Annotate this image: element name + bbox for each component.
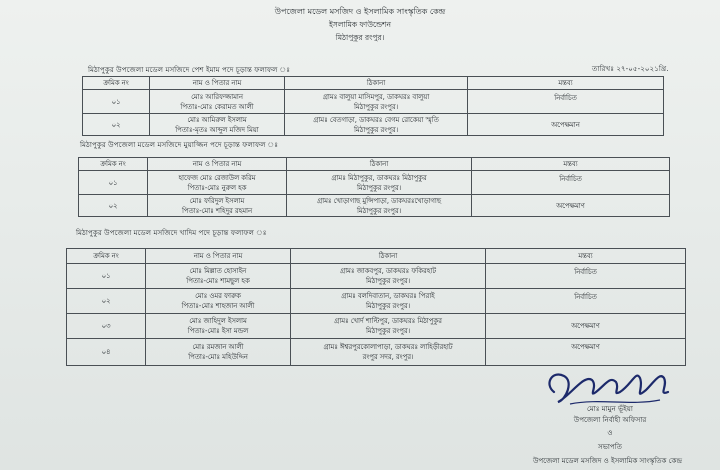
remark-cell: অপেক্ষমাণ [472, 195, 670, 217]
person-name: মোঃ আমিরুল ইসলাম [187, 115, 247, 124]
person-name: মোঃ জাহিদুল ইসলাম [189, 317, 247, 325]
address-line: গ্রামঃ বলদিবাতান, ডাকঘরঃ পিরাই [341, 292, 435, 300]
table-header-row [79, 158, 670, 171]
address-line: মিঠাপুকুর রংপুর। [356, 206, 402, 215]
father-name: পিতাঃ-মোঃ কেরামত আলী [180, 102, 254, 111]
address-line: মিঠাপুকুর রংপুর। [353, 102, 399, 111]
address-line: গ্রামঃ বালুয়া মাসিমপুর, ডাকঘরঃ বালুয়া [322, 92, 430, 101]
person-name: হাফেজ মোঃ রেজাউল করিম [178, 173, 256, 182]
address-cell [291, 264, 486, 289]
person-name: মোঃ ফরিদুল ইসলাম [189, 196, 245, 205]
serial-cell: ০৪ [67, 339, 146, 366]
person-name: মোঃ মিল্লাত হোসাইন [189, 267, 247, 275]
officer-designation: উপজেলা নির্বাহী অফিসার [573, 416, 647, 424]
name-cell [148, 171, 287, 195]
table-khadim [66, 248, 686, 366]
father-name: পিতাঃ-মৃতঃ আব্দুল মজিদ মিয়া [175, 125, 259, 134]
address-line: গ্রামঃ ঈশ্বরপুরকোলাপাড়া, ডাকঘরঃ লাহিড়ীরহাট [323, 343, 453, 351]
location-line: মিঠাপুকুর রংপুর। [335, 33, 385, 42]
header-serial: ক্রমিক নং [67, 249, 146, 264]
address-line: গ্রামঃ বেতগাড়া, ডাকঘরঃ বেগম রোকেয়া স্মৃতি [313, 115, 439, 124]
address-cell [291, 289, 486, 314]
table-imam [82, 76, 664, 136]
name-cell [146, 314, 291, 339]
org-title: উপজেলা মডেল মসজিদ ও ইসলামিক সাংস্কৃতিক কেন্দ্র [274, 7, 446, 16]
remark-cell: অপেক্ষমাণ [486, 339, 686, 366]
father-name: পিতাঃ-মোঃ নুরুল হক [187, 183, 247, 192]
name-cell [146, 289, 291, 314]
remark-cell: অপেক্ষমান [468, 114, 664, 136]
address-line: গ্রামঃ খোড়াগাছ মুন্সিপাড়া, ডাকঘরঃখোড়াগাছ [317, 196, 441, 205]
serial-cell: ০১ [67, 264, 146, 289]
president-label: সভাপতি [598, 443, 622, 451]
name-cell [150, 90, 285, 114]
address-cell [285, 114, 468, 136]
address-line: মিঠাপুকুর রংপুর। [356, 183, 402, 192]
serial-cell: ০১ [83, 90, 150, 114]
header-address: ঠিকানা [291, 249, 486, 264]
officer-name: মোঃ মামুন ভূঁইয়া [587, 405, 633, 413]
name-cell [150, 114, 285, 136]
address-line: গ্রামঃ জাকবপুর, ডাকঘরঃ ফকিরহাট [340, 267, 436, 275]
table-header-row [83, 77, 664, 90]
remark-cell: নির্বাচিত [468, 90, 664, 114]
section-title-khadim: মিঠাপুকুর উপজেলা মডেল মসজিদে খাদিম পদে চূড়ান্ত ফলাফল ঃ [76, 228, 267, 237]
foundation-name: ইসলামিক ফাউন্ডেশন [329, 20, 391, 29]
table-row [67, 314, 686, 339]
address-cell [287, 171, 472, 195]
father-name: পিতাঃ-মোঃ শামছুল হক [186, 277, 250, 285]
person-name: মোঃ আরিফজ্জামান [191, 92, 243, 101]
serial-cell: ০২ [79, 195, 148, 217]
header-address: ঠিকানা [285, 77, 468, 90]
serial-cell: ০১ [79, 171, 148, 195]
section-title-muazzin: মিঠাপুকুর উপজেলা মডেল মসজিদে মুয়াজ্জিন পদে চূড়ান্ত ফলাফল ঃ [80, 140, 279, 149]
father-name: পিতাঃ-মোঃ মহিউদ্দিন [188, 353, 248, 361]
address-line: মিঠাপুকুর রংপুর। [353, 125, 399, 134]
serial-cell: ০২ [67, 289, 146, 314]
address-line: রংপুর সদর, রংপুর। [362, 353, 414, 361]
address-line: গ্রামঃ খোর্দ শাল্টিপুর, ডাকঘরঃ মিঠাপুকুর [334, 317, 442, 325]
header-remark: মন্তব্য [486, 249, 686, 264]
conjunction: ও [607, 429, 613, 437]
remark-cell: নির্বাচিত [472, 171, 670, 195]
address-line: মিঠাপুকুর রংপুর। [365, 302, 411, 310]
header-name: নাম ও পিতার নাম [146, 249, 291, 264]
father-name: পিতাঃ-মোঃ শহিদুর রহমান [181, 206, 253, 215]
person-name: মোঃ রমজান আলী [192, 343, 244, 351]
address-line: মিঠাপুকুর রংপুর। [365, 277, 411, 285]
address-line: গ্রামঃ মিঠাপুকুর, ডাকঘরঃ মিঠাপুকুর [331, 173, 427, 182]
address-cell [291, 339, 486, 366]
remark-cell: নির্বাচিত [486, 289, 686, 314]
header-name: নাম ও পিতার নাম [148, 158, 287, 171]
name-cell [148, 195, 287, 217]
header-remark: মন্তব্য [472, 158, 670, 171]
table-muazzin [78, 157, 670, 217]
table-row [83, 90, 664, 114]
header-address: ঠিকানা [287, 158, 472, 171]
serial-cell: ০২ [83, 114, 150, 136]
table-row [79, 195, 670, 217]
address-cell [287, 195, 472, 217]
date-label: তারিখঃ ২৭-০৫-২০২১খ্রি. [592, 64, 669, 73]
father-name: পিতাঃ-মোঃ শাহজান আলী [181, 302, 255, 310]
remark-cell: নির্বাচিত [486, 264, 686, 289]
name-cell [146, 264, 291, 289]
address-cell [285, 90, 468, 114]
table-row [67, 289, 686, 314]
organization-name: উপজেলা মডেল মসজিদ ও ইসলামিক সাংস্কৃতিক কেন্দ্র [532, 457, 683, 465]
header-remark: মন্তব্য [468, 77, 664, 90]
header-serial: ক্রমিক নং [79, 158, 148, 171]
table-row [67, 264, 686, 289]
remark-cell: অপেক্ষমাণ [486, 314, 686, 339]
address-cell [291, 314, 486, 339]
table-header-row [67, 249, 686, 264]
address-line: মিঠাপুকুর রংপুর। [365, 327, 411, 335]
name-cell [146, 339, 291, 366]
person-name: মোঃ ওমর ফারুক [195, 292, 241, 300]
header-serial: ক্রমিক নং [83, 77, 150, 90]
table-row [83, 114, 664, 136]
serial-cell: ০৩ [67, 314, 146, 339]
header-name: নাম ও পিতার নাম [150, 77, 285, 90]
father-name: পিতাঃ-মোঃ ইসা মন্ডল [187, 327, 249, 335]
table-row [79, 171, 670, 195]
section-title-imam: মিঠাপুকুর উপজেলা মডেল মসজিদে পেশ ইমাম পদে চূড়ান্ত ফলাফল ঃ [88, 65, 291, 74]
